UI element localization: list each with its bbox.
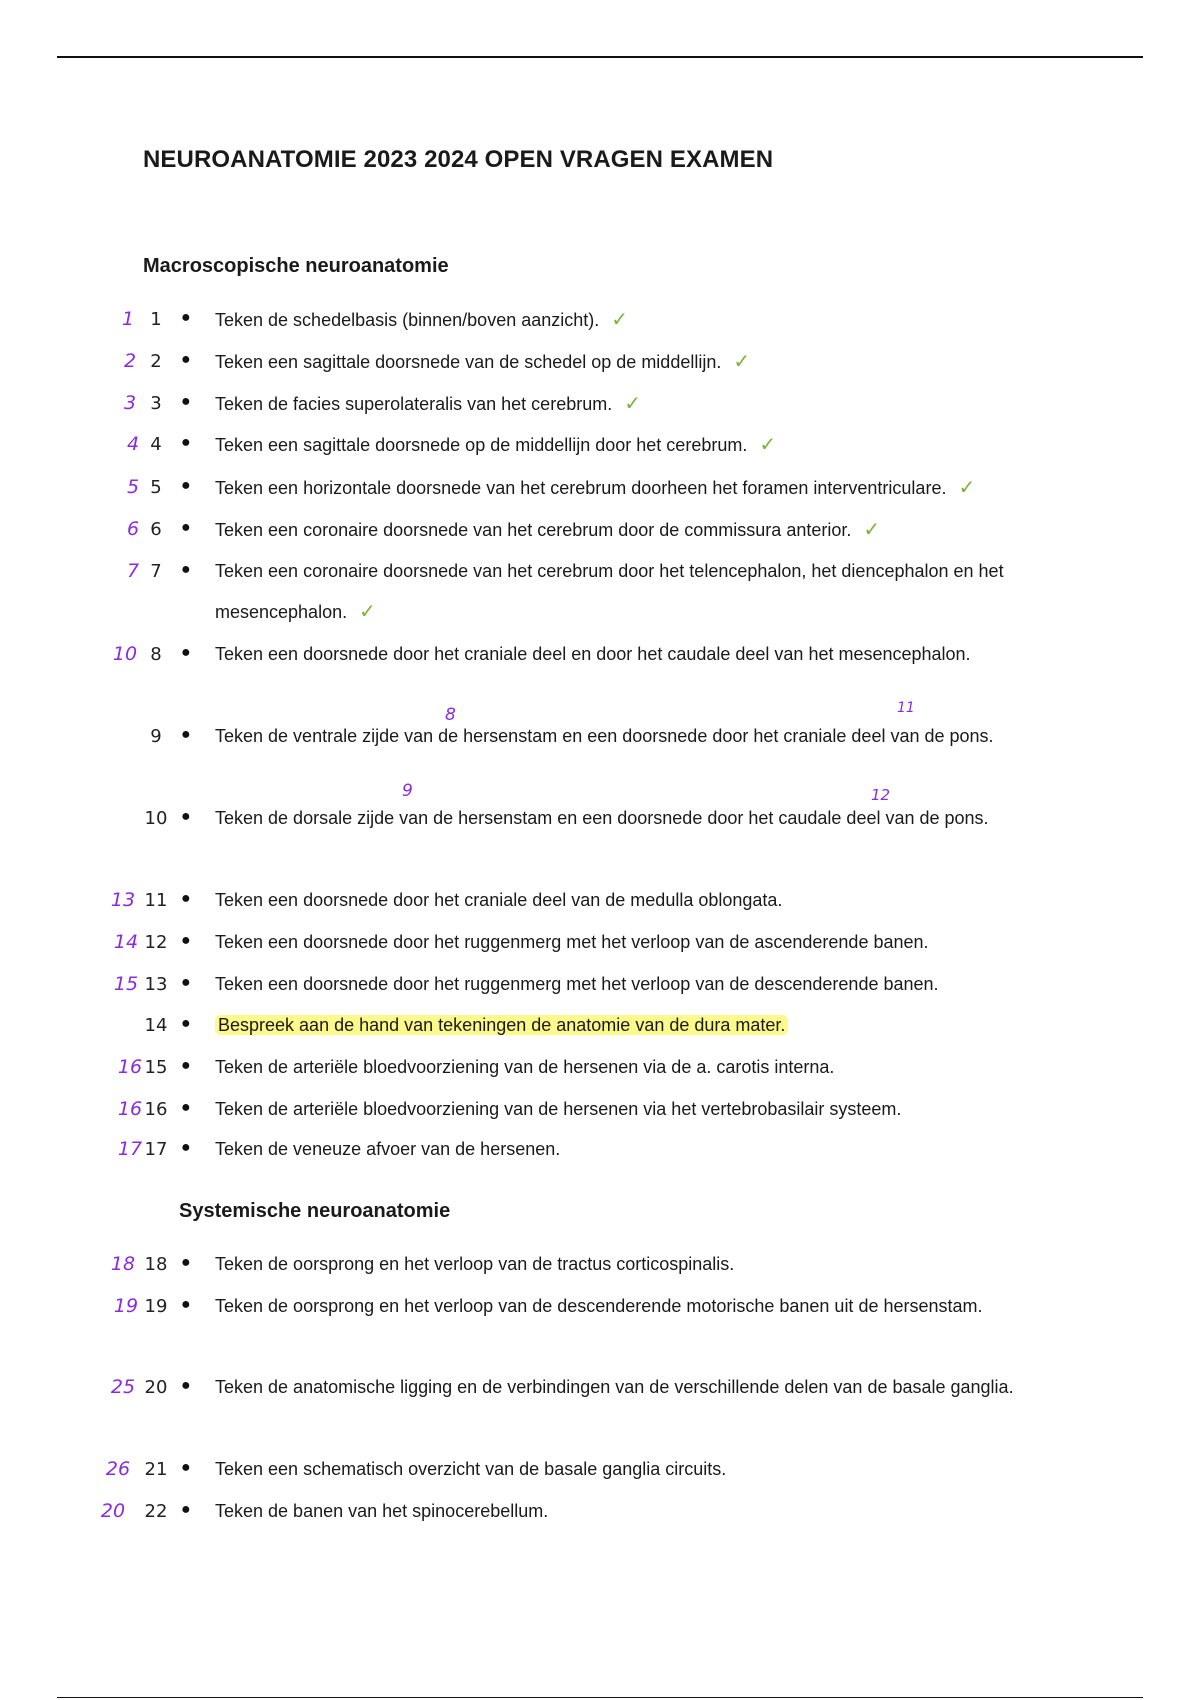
question-item — [0, 889, 1200, 919]
handwritten-number: 16 — [117, 1056, 143, 1078]
bullet-icon: ● — [181, 1377, 191, 1394]
handwritten-number: 7 — [126, 560, 140, 582]
question-item — [0, 1295, 1200, 1325]
handwritten-number: 16 — [117, 1098, 143, 1120]
handwritten-number: 18 — [110, 1253, 136, 1275]
question-number: 9 — [150, 726, 162, 747]
bullet-icon: ● — [181, 1099, 191, 1116]
question-item — [0, 1500, 1200, 1530]
bullet-icon: ● — [181, 726, 191, 743]
handwritten-number: 14 — [113, 931, 139, 953]
question-number: 5 — [150, 477, 162, 498]
handwritten-number: 13 — [110, 889, 136, 911]
bullet-icon: ● — [181, 1501, 191, 1518]
bullet-icon: ● — [181, 1015, 191, 1032]
question-item — [0, 1138, 1200, 1168]
question-number: 11 — [144, 890, 168, 911]
question-text: Teken een doorsnede door het craniale deel van de medulla oblongata. — [215, 890, 783, 910]
question-number: 18 — [144, 1254, 168, 1275]
check-icon: ✓ — [733, 349, 751, 373]
bullet-icon: ● — [181, 393, 191, 410]
handwritten-note: 12 — [871, 786, 891, 804]
check-icon: ✓ — [611, 307, 629, 331]
bullet-icon: ● — [181, 477, 191, 494]
question-number: 8 — [150, 644, 162, 665]
question-number: 12 — [144, 932, 168, 953]
question-number: 15 — [144, 1057, 168, 1078]
question-number: 20 — [144, 1377, 168, 1398]
question-item — [0, 518, 1200, 548]
question-number: 22 — [144, 1501, 168, 1522]
question-number: 7 — [150, 561, 162, 582]
question-item — [0, 1014, 1200, 1044]
question-number: 14 — [144, 1015, 168, 1036]
question-item — [0, 807, 1200, 837]
question-item — [0, 350, 1200, 380]
question-item — [0, 308, 1200, 338]
question-item — [0, 931, 1200, 961]
question-number: 3 — [150, 393, 162, 414]
question-item — [0, 1098, 1200, 1128]
question-number: 2 — [150, 351, 162, 372]
bullet-icon: ● — [181, 1459, 191, 1476]
handwritten-number: 17 — [117, 1138, 143, 1160]
question-text: Teken een sagittale doorsnede op de middellijn door het cerebrum. ✓ — [215, 432, 777, 456]
handwritten-number: 5 — [126, 476, 140, 498]
question-number: 16 — [144, 1099, 168, 1120]
section-heading-macroscopisch: Macroscopische neuroanatomie — [143, 255, 449, 277]
question-text: Teken de oorsprong en het verloop van de tractus corticospinalis. — [215, 1254, 735, 1274]
question-item — [0, 560, 1200, 623]
bullet-icon: ● — [181, 974, 191, 991]
question-number: 19 — [144, 1296, 168, 1317]
handwritten-note: 11 — [897, 700, 915, 716]
question-item — [0, 1376, 1200, 1406]
check-icon: ✓ — [863, 517, 881, 541]
question-number: 17 — [144, 1139, 168, 1160]
bullet-icon: ● — [181, 644, 191, 661]
bullet-icon: ● — [181, 351, 191, 368]
handwritten-number: 6 — [126, 518, 140, 540]
handwritten-number: 1 — [121, 308, 135, 330]
question-text: Bespreek aan de hand van tekeningen de anatomie van de dura mater. — [215, 1005, 1085, 1045]
handwritten-number: 10 — [112, 643, 138, 665]
question-text: Teken de oorsprong en het verloop van de descenderende motorische banen uit de hersenstam. — [215, 1296, 983, 1316]
question-text: Teken een horizontale doorsnede van het cerebrum doorheen het foramen interventriculare. ✓ — [215, 475, 976, 499]
question-text: Teken de schedelbasis (binnen/boven aanzicht). ✓ — [215, 307, 629, 331]
question-text: Teken een doorsnede door het craniale deel en door het caudale deel van het mesencephalon. — [215, 644, 971, 664]
bullet-icon: ● — [181, 1254, 191, 1271]
handwritten-note: 9 — [402, 781, 413, 801]
handwritten-note: 8 — [445, 705, 456, 725]
question-item — [0, 1253, 1200, 1283]
question-text: Teken een schematisch overzicht van de basale ganglia circuits. — [215, 1459, 727, 1479]
question-item — [0, 973, 1200, 1003]
bullet-icon: ● — [181, 519, 191, 536]
bottom-rule — [57, 1697, 1143, 1698]
question-text: Teken een coronaire doorsnede van het cerebrum door de commissura anterior. ✓ — [215, 517, 881, 541]
handwritten-number: 19 — [113, 1295, 139, 1317]
handwritten-number: 25 — [110, 1376, 136, 1398]
check-icon: ✓ — [359, 599, 376, 623]
question-text: Teken de anatomische ligging en de verbindingen van de verschillende delen van de basale ganglia. — [215, 1377, 1014, 1397]
question-text: Teken de veneuze afvoer van de hersenen. — [215, 1139, 561, 1159]
question-item — [0, 1458, 1200, 1488]
bullet-icon: ● — [181, 890, 191, 907]
top-rule — [57, 56, 1143, 58]
question-text: Teken een sagittale doorsnede van de schedel op de middellijn. ✓ — [215, 349, 751, 373]
bullet-icon: ● — [181, 434, 191, 451]
handwritten-number: 4 — [126, 433, 140, 455]
handwritten-number: 3 — [123, 392, 137, 414]
check-icon: ✓ — [624, 391, 641, 415]
section-heading-systemisch: Systemische neuroanatomie — [179, 1200, 451, 1222]
handwritten-number: 2 — [123, 350, 137, 372]
question-number: 1 — [150, 309, 162, 330]
question-item — [0, 476, 1200, 506]
question-number: 21 — [144, 1459, 168, 1480]
bullet-icon: ● — [181, 1139, 191, 1156]
bullet-icon: ● — [181, 932, 191, 949]
question-text: Teken de arteriële bloedvoorziening van de hersenen via de a. carotis interna. — [215, 1057, 835, 1077]
question-item — [0, 643, 1200, 673]
question-text: Teken de arteriële bloedvoorziening van de hersenen via het vertebrobasilair systeem. — [215, 1099, 902, 1119]
handwritten-number: 26 — [105, 1458, 131, 1480]
question-text: Teken een doorsnede door het ruggenmerg met het verloop van de ascenderende banen. — [215, 932, 929, 952]
question-item — [0, 433, 1200, 463]
handwritten-number: 20 — [100, 1500, 126, 1522]
question-text: Teken een doorsnede door het ruggenmerg met het verloop van de descenderende banen. — [215, 974, 939, 994]
check-icon: ✓ — [958, 475, 976, 499]
bullet-icon: ● — [181, 1296, 191, 1313]
check-icon: ✓ — [759, 432, 777, 456]
question-text: Teken een coronaire doorsnede van het cerebrum door het telencephalon, het diencephalon en het mesencephalon. ✓ — [215, 561, 1004, 623]
question-text: Teken de ventrale zijde van de hersenstam en een doorsnede door het craniale deel van de pons. — [215, 726, 994, 746]
question-number: 6 — [150, 519, 162, 540]
question-number: 13 — [144, 974, 168, 995]
bullet-icon: ● — [181, 808, 191, 825]
bullet-icon: ● — [181, 561, 191, 578]
question-text: Teken de dorsale zijde van de hersenstam en een doorsnede door het caudale deel van de pons. — [215, 808, 989, 828]
bullet-icon: ● — [181, 309, 191, 326]
question-item — [0, 392, 1200, 422]
question-item — [0, 725, 1200, 755]
question-number: 10 — [144, 808, 168, 829]
bullet-icon: ● — [181, 1057, 191, 1074]
question-text: Teken de banen van het spinocerebellum. — [215, 1501, 549, 1521]
document-title: NEUROANATOMIE 2023 2024 OPEN VRAGEN EXAMEN — [143, 146, 774, 173]
handwritten-number: 15 — [113, 973, 139, 995]
question-text: Teken de facies superolateralis van het cerebrum. ✓ — [215, 391, 641, 415]
question-number: 4 — [150, 434, 162, 455]
question-item — [0, 1056, 1200, 1086]
